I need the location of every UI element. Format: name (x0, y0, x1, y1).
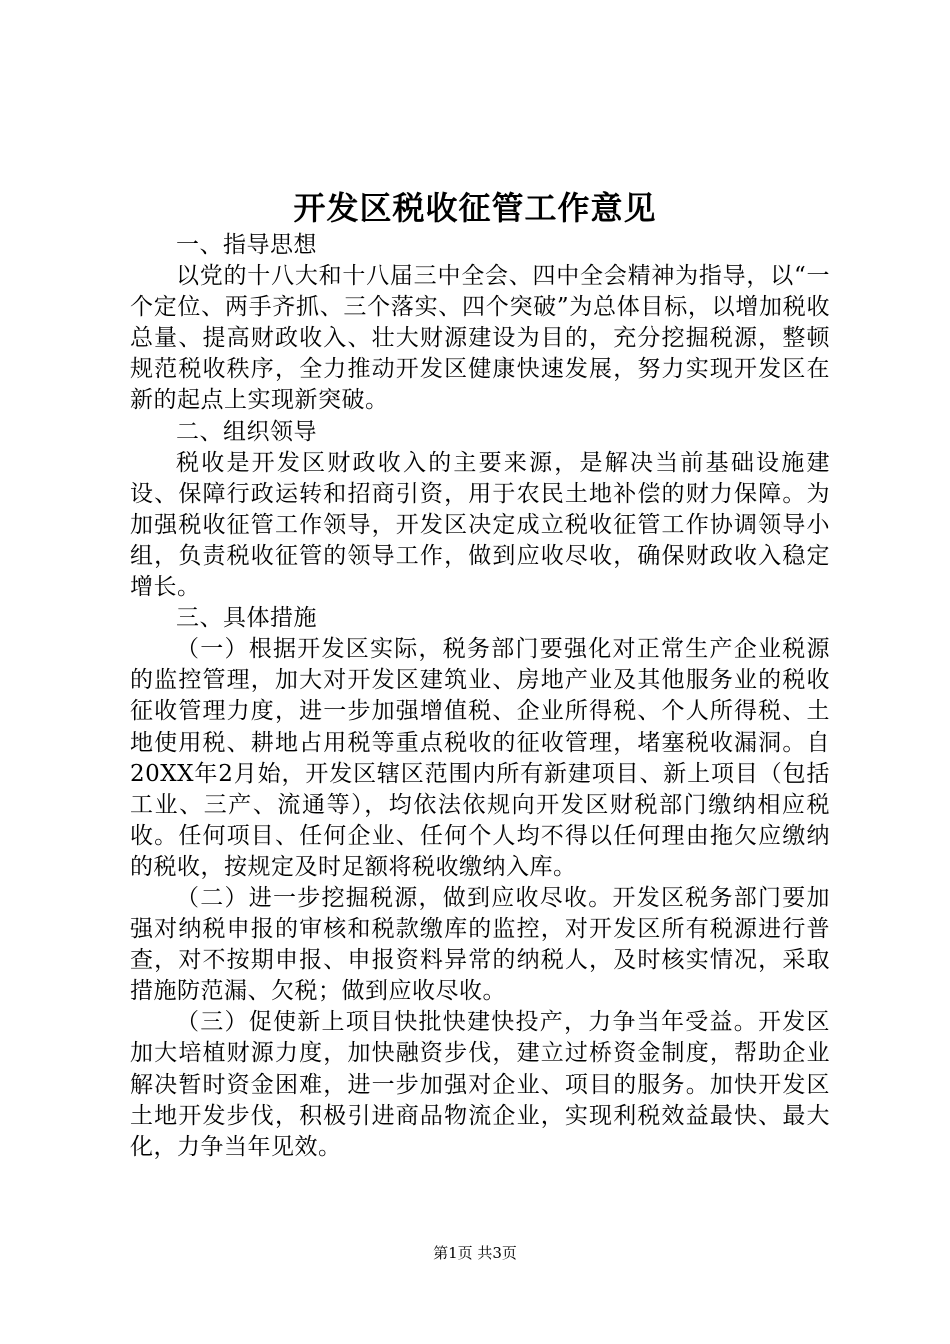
paragraph-measure-2: （二）进一步挖掘税源，做到应收尽收。开发区税务部门要加强对纳税申报的审核和税款缴库的监控，对开发区所有税源进行普查，对不按期申报、申报资料异常的纳税人，及时核实情况，采取措施防范漏、欠税；做到应收尽收。 (130, 884, 830, 1005)
paragraph-guiding-ideology: 以党的十八大和十八届三中全会、四中全会精神为指导，以“一个定位、两手齐抓、三个落实、四个突破”为总体目标，以增加税收总量、提高财政收入、壮大财源建设为目的，充分挖掘税源，整顿规范税收秩序，全力推动开发区健康快速发展，努力实现开发区在新的起点上实现新突破。 (130, 263, 830, 414)
section-heading-measures: 三、具体措施 (176, 605, 317, 632)
section-heading-guiding-ideology: 一、指导思想 (176, 232, 317, 258)
paragraph-measure-1: （一）根据开发区实际，税务部门要强化对正常生产企业税源的监控管理，加大对开发区建筑业、房地产业及其他服务业的税收征收管理力度，进一步加强增值税、企业所得税、个人所得税、土地使用税、耕地占用税等重点税收的征收管理，堵塞税收漏洞。自20XX年2月始，开发区辖区范围内所有新建项目、新上项目（包括工业、三产、流通等），均依法依规向开发区财税部门缴纳相应税收。任何项目、任何企业、任何个人均不得以任何理由拖欠应缴纳的税收，按规定及时足额将税收缴纳入库。 (130, 636, 830, 880)
section-heading-organization: 二、组织领导 (176, 418, 317, 445)
paragraph-organization: 税收是开发区财政收入的主要来源，是解决当前基础设施建设、保障行政运转和招商引资，用于农民土地补偿的财力保障。为加强税收征管工作领导，开发区决定成立税收征管工作协调领导小组，负责税收征管的领导工作，做到应收尽收，确保财政收入稳定增长。 (130, 449, 830, 601)
document-title: 开发区税收征管工作意见 (293, 189, 657, 227)
page-footer: 第1页 共3页 (433, 1244, 517, 1262)
paragraph-measure-3: （三）促使新上项目快批快建快投产，力争当年受益。开发区加大培植财源力度，加快融资步伐，建立过桥资金制度，帮助企业解决暂时资金困难，进一步加强对企业、项目的服务。加快开发区土地开发步伐，积极引进商品物流企业，实现利税效益最快、最大化，力争当年见效。 (130, 1009, 830, 1160)
document-body (130, 230, 830, 1163)
